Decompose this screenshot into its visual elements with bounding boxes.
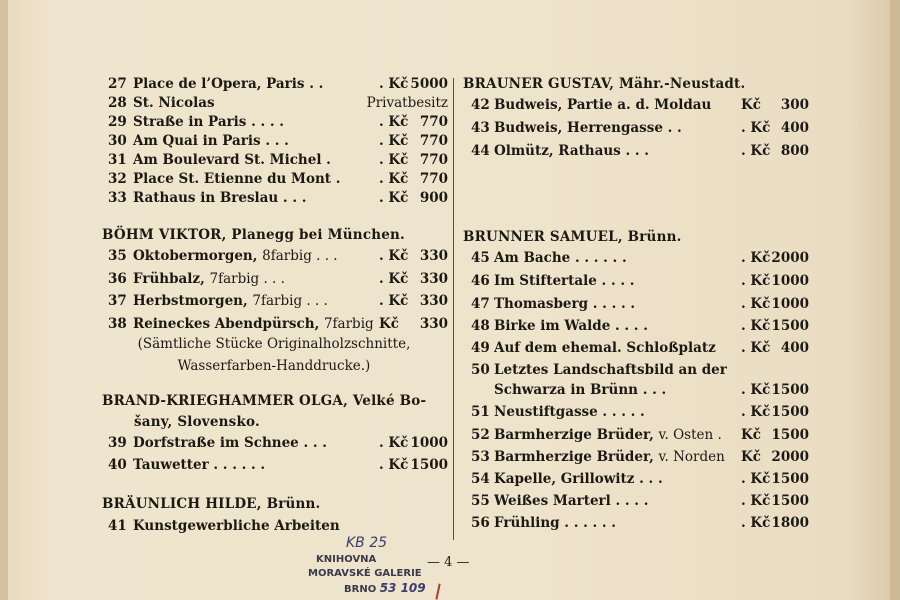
entry-number: 28: [108, 95, 127, 111]
entry-currency: . Kč: [741, 493, 771, 509]
entry-title: Am Bache . . . . . .: [494, 250, 627, 266]
entry-title: Olmütz, Rathaus . . .: [494, 143, 649, 159]
entry-49: [463, 340, 813, 360]
entry-28: [102, 95, 448, 115]
artist-heading-brunner: [463, 229, 682, 245]
artist-place-continued: [134, 414, 260, 430]
entry-currency: . Kč: [379, 248, 409, 264]
artist-name: BRUNNER SAMUEL,: [463, 229, 628, 245]
entry-currency: . Kč: [379, 435, 409, 451]
entry-number: 51: [471, 404, 490, 420]
entry-price: 770: [419, 133, 448, 149]
entry-price: 1500: [771, 404, 809, 420]
artist-place: Brünn.: [266, 496, 321, 512]
entry-detail: v. Norden: [658, 449, 725, 465]
entry-title-text: Oktobermorgen,: [133, 248, 263, 264]
entry-title: Tauwetter . . . . . .: [133, 457, 266, 473]
entry-number: 35: [108, 248, 127, 264]
entry-price: 1500: [771, 471, 809, 487]
entry-32: [102, 171, 448, 191]
entry-number: 43: [471, 120, 490, 136]
entry-title: Kapelle, Grillowitz . . .: [494, 471, 663, 487]
entry-currency: . Kč: [379, 190, 409, 206]
entry-number: 30: [108, 133, 127, 149]
entry-currency: . Kč: [741, 250, 771, 266]
entry-currency: . Kč: [379, 133, 409, 149]
artist-place: Brünn.: [627, 229, 682, 245]
artist-name: BÖHM VIKTOR,: [102, 227, 232, 243]
artist-heading-brauner: [463, 76, 745, 92]
entry-title-text: Frühbalz,: [133, 271, 210, 287]
entry-54: [463, 471, 813, 491]
entry-title: [133, 293, 328, 309]
entry-title-text: Barmherzige Brüder,: [494, 427, 659, 443]
entry-currency: . Kč: [741, 404, 771, 420]
entry-currency: . Kč: [741, 143, 771, 159]
entry-title: [494, 427, 722, 443]
entry-price: 330: [419, 248, 448, 264]
entry-35: [102, 248, 448, 268]
entry-currency: . Kč: [741, 318, 771, 334]
stamp-line-2: MORAVSKÉ GALERIE: [308, 568, 422, 579]
entry-price: 400: [780, 120, 809, 136]
artist-heading-boehm: [102, 227, 405, 243]
entry-title-text: Barmherzige Brüder,: [494, 449, 659, 465]
entry-currency: . Kč: [741, 273, 771, 289]
page-right-edge: [890, 0, 900, 600]
entry-number: 48: [471, 318, 490, 334]
entry-title: Am Boulevard St. Michel .: [133, 152, 331, 168]
entry-41: [102, 518, 448, 538]
entry-36: [102, 271, 448, 291]
entry-number: 56: [471, 515, 490, 531]
entry-detail: 7farbig . . .: [209, 271, 285, 287]
entry-price: 1500: [771, 427, 809, 443]
entry-number: 37: [108, 293, 127, 309]
entry-price: 1500: [771, 382, 809, 398]
entry-price: 300: [780, 97, 809, 113]
entry-price: 900: [419, 190, 448, 206]
entry-43: [463, 120, 813, 140]
entry-37: [102, 293, 448, 313]
entry-title: Rathaus in Breslau . . .: [133, 190, 307, 206]
entry-29: [102, 114, 448, 134]
entry-56: [463, 515, 813, 535]
entry-number: 53: [471, 449, 490, 465]
artist-place: Planegg bei München.: [231, 227, 405, 243]
artist-heading-braeunlich: [102, 496, 320, 512]
entry-number: 33: [108, 190, 127, 206]
entry-title: [133, 271, 285, 287]
entry-currency: Kč: [741, 427, 761, 443]
entry-price: 1500: [410, 457, 448, 473]
entry-number: 46: [471, 273, 490, 289]
entry-46: [463, 273, 813, 293]
technique-note-line-2: Wasserfarben-Handdrucke.): [177, 358, 371, 374]
entry-note: Privatbesitz: [366, 95, 448, 111]
entry-price: 400: [780, 340, 809, 356]
artist-name: BRAUNER GUSTAV,: [463, 76, 619, 92]
artist-place-line-2: šany, Slovensko.: [134, 414, 260, 430]
entry-44: [463, 143, 813, 163]
red-pencil-mark: [435, 584, 444, 600]
artist-place: Mähr.-Neustadt.: [619, 76, 746, 92]
entry-currency: Kč: [741, 449, 761, 465]
entry-price: 330: [419, 271, 448, 287]
entry-27: [102, 76, 448, 96]
entry-number: 36: [108, 271, 127, 287]
entry-price: 330: [419, 293, 448, 309]
entry-number: 38: [108, 316, 127, 332]
entry-number: 27: [108, 76, 127, 92]
handwritten-inventory-number: 53 109: [379, 581, 426, 595]
page-left-edge: [0, 0, 8, 600]
entry-number: 29: [108, 114, 127, 130]
entry-53: [463, 449, 813, 469]
entry-title: Birke im Walde . . . .: [494, 318, 648, 334]
entry-title: Budweis, Partie a. d. Moldau: [494, 97, 712, 113]
entry-currency: . Kč: [741, 340, 771, 356]
entry-currency: . Kč: [379, 457, 409, 473]
entry-title: [494, 449, 725, 465]
entry-number: 41: [108, 518, 127, 534]
entry-number: 44: [471, 143, 490, 159]
entry-number: 47: [471, 296, 490, 312]
entry-title: [133, 248, 338, 264]
entry-currency: . Kč: [379, 76, 409, 92]
entry-title: Im Stiftertale . . . .: [494, 273, 635, 289]
entry-39: [102, 435, 448, 455]
entry-price: 1000: [771, 273, 809, 289]
entry-number: 32: [108, 171, 127, 187]
entry-title: St. Nicolas: [133, 95, 215, 111]
entry-title: Letztes Landschaftsbild an der: [494, 362, 727, 378]
entry-45: [463, 250, 813, 270]
entry-currency: . Kč: [379, 171, 409, 187]
entry-title: Straße in Paris . . . .: [133, 114, 285, 130]
entry-currency: Kč: [379, 316, 399, 332]
entry-33: [102, 190, 448, 210]
entry-40: [102, 457, 448, 477]
entry-price: 330: [419, 316, 448, 332]
handwritten-shelfmark: KB 25: [346, 535, 388, 551]
entry-31: [102, 152, 448, 172]
entry-price: 1800: [771, 515, 809, 531]
stamp-city: BRNO: [344, 584, 377, 595]
artist-name: BRAND-KRIEGHAMMER OLGA,: [102, 393, 353, 409]
entry-currency: . Kč: [741, 471, 771, 487]
entry-50: [463, 362, 813, 382]
entry-currency: Kč: [741, 97, 761, 113]
entry-number: 45: [471, 250, 490, 266]
entry-price: 800: [780, 143, 809, 159]
library-stamp: [308, 553, 426, 597]
technique-note-line-1: (Sämtliche Stücke Originalholzschnitte,: [137, 336, 411, 352]
entry-title-text: Reineckes Abendpürsch,: [133, 316, 324, 332]
entry-title: [133, 316, 374, 332]
entry-55: [463, 493, 813, 513]
entry-47: [463, 296, 813, 316]
entry-title: Am Quai in Paris . . .: [133, 133, 289, 149]
entry-number: 52: [471, 427, 490, 443]
stamp-line-3: [308, 581, 426, 597]
entry-title: Kunstgewerbliche Arbeiten: [133, 518, 340, 534]
entry-price: 770: [419, 152, 448, 168]
entry-number: 31: [108, 152, 127, 168]
entry-currency: . Kč: [379, 271, 409, 287]
entry-number: 42: [471, 97, 490, 113]
entry-detail: 7farbig . . .: [252, 293, 328, 309]
entry-number: 40: [108, 457, 127, 473]
entry-currency: . Kč: [741, 515, 771, 531]
entry-number: 49: [471, 340, 490, 356]
entry-title: Thomasberg . . . . .: [494, 296, 636, 312]
entry-price: 770: [419, 171, 448, 187]
entry-number: 55: [471, 493, 490, 509]
entry-48: [463, 318, 813, 338]
entry-number: 50: [471, 362, 490, 378]
entry-title: Neustiftgasse . . . . .: [494, 404, 645, 420]
column-divider: [453, 78, 454, 540]
artist-heading-brand: [102, 393, 426, 409]
entry-price: 1000: [771, 296, 809, 312]
stamp-line-1: KNIHOVNA: [316, 554, 377, 565]
entry-detail: v. Osten .: [658, 427, 722, 443]
technique-note: [134, 333, 414, 377]
entry-30: [102, 133, 448, 153]
entry-title-text: Herbstmorgen,: [133, 293, 253, 309]
entry-detail: 8farbig . . .: [262, 248, 338, 264]
entry-price: 2000: [771, 250, 809, 266]
artist-place: Velké Bo-: [352, 393, 427, 409]
entry-currency: . Kč: [741, 120, 771, 136]
entry-currency: . Kč: [379, 293, 409, 309]
page-number: — 4 —: [427, 555, 470, 570]
artist-name: BRÄUNLICH HILDE,: [102, 496, 267, 512]
entry-52: [463, 427, 813, 447]
entry-title: Place St. Etienne du Mont .: [133, 171, 341, 187]
entry-currency: . Kč: [741, 296, 771, 312]
entry-price: 1000: [410, 435, 448, 451]
entry-number: 39: [108, 435, 127, 451]
entry-currency: . Kč: [379, 114, 409, 130]
entry-50-continued: [463, 382, 813, 402]
entry-detail: 7farbig: [323, 316, 374, 332]
entry-title: Auf dem ehemal. Schloßplatz: [494, 340, 716, 356]
entry-price: 2000: [771, 449, 809, 465]
entry-51: [463, 404, 813, 424]
entry-42: [463, 97, 813, 117]
entry-title: Budweis, Herrengasse . .: [494, 120, 682, 136]
entry-title: Place de l’Opera, Paris . .: [133, 76, 324, 92]
entry-currency: . Kč: [379, 152, 409, 168]
entry-price: 5000: [410, 76, 448, 92]
entry-title-line-2: Schwarza in Brünn . . .: [494, 382, 667, 398]
entry-price: 1500: [771, 318, 809, 334]
entry-number: 54: [471, 471, 490, 487]
entry-title: Frühling . . . . . .: [494, 515, 617, 531]
entry-currency: . Kč: [741, 382, 771, 398]
entry-price: 770: [419, 114, 448, 130]
entry-title: Dorfstraße im Schnee . . .: [133, 435, 327, 451]
entry-title: Weißes Marterl . . . .: [494, 493, 649, 509]
entry-price: 1500: [771, 493, 809, 509]
